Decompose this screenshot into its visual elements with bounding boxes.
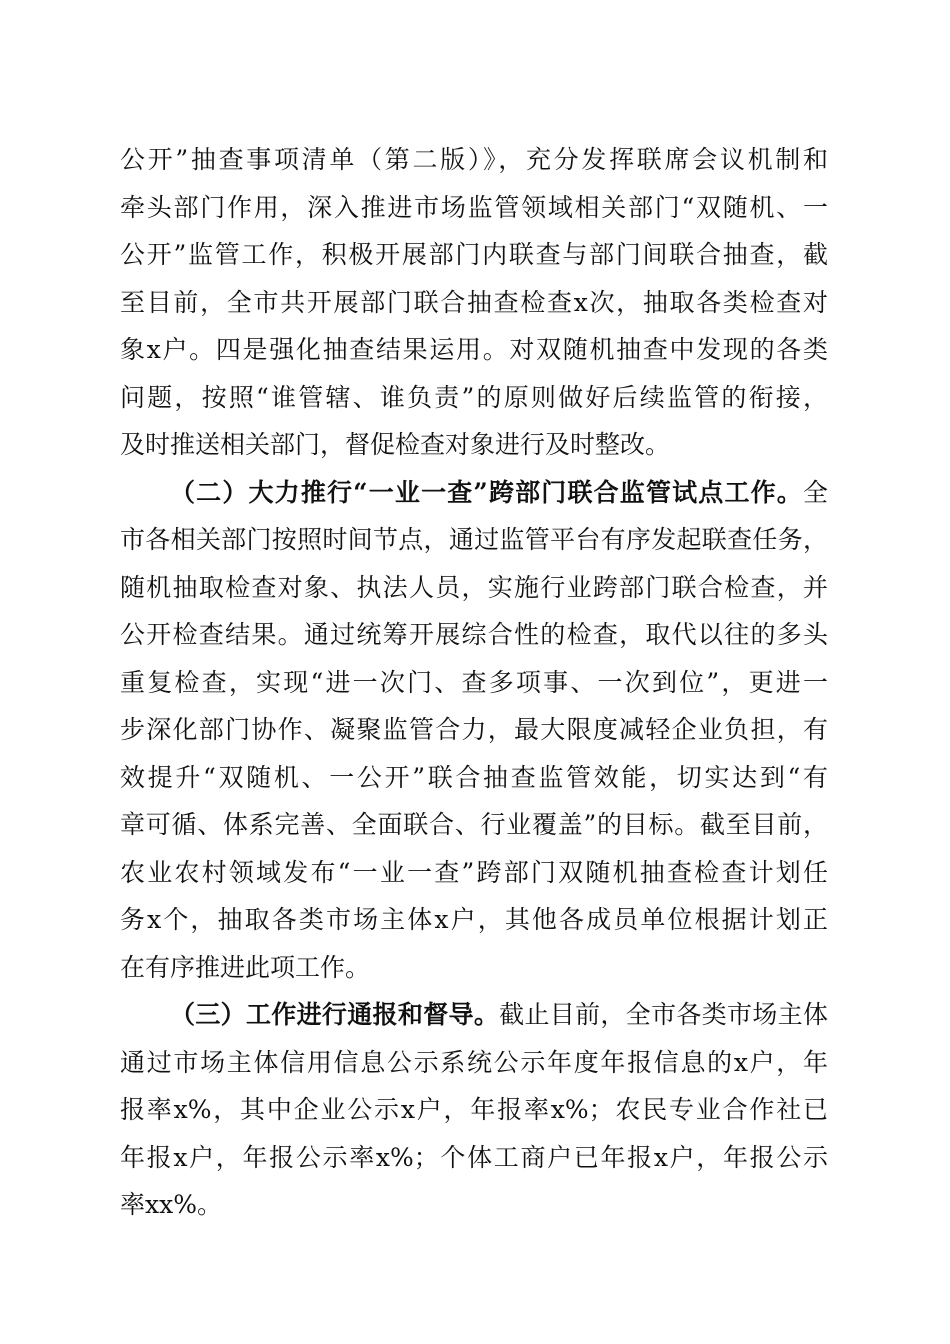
section-2-paragraph [120,469,828,992]
text-line: 及时推送相关部门，督促检查对象进行及时整改。 [120,430,671,459]
document-page [120,136,828,1229]
text-line: 重复检查，实现“进一次门、查多项事、一次到位”，更进一 [120,667,828,697]
text-line: 问题，按照“谁管辖、谁负责”的原则做好后续监管的衔接， [120,382,828,412]
section-2-heading: （二）大力推行“一业一查”跨部门联合监管试点工作。 [170,477,803,507]
section-3-heading: （三）工作进行通报和督导。 [170,1000,500,1029]
text-line: 公开”抽查事项清单（第二版）》，充分发挥联席会议机制和 [120,145,828,174]
text-line: 象x户。四是强化抽查结果运用。对双随机抽查中发现的各类 [120,335,828,364]
text-line: 务x个，抽取各类市场主体x户，其他各成员单位根据计划正 [120,905,828,934]
section-3-first-line [120,991,828,1039]
paragraph-continuation [120,136,828,469]
text-line: 章可循、体系完善、全面联合、行业覆盖”的目标。截至目前， [120,810,828,839]
section-3-first-line-rest: 截止目前，全市各类市场主体 [499,1000,828,1029]
text-line: 在有序推进此项工作。 [120,952,371,982]
text-line: 农业农村领域发布“一业一查”跨部门双随机抽查检查计划任 [120,857,828,887]
text-line: 牵头部门作用，深入推进市场监管领域相关部门“双随机、一 [120,192,828,222]
section-2-first-line [120,469,828,517]
text-line: 步深化部门协作、凝聚监管合力，最大限度减轻企业负担，有 [120,715,828,744]
section-2-first-line-rest: 全 [802,477,828,507]
text-line: 报率x%，其中企业公示x户，年报率x%；农民专业合作社已 [120,1095,828,1124]
text-line: 效提升“双随机、一公开”联合抽查监管效能，切实达到“有 [120,762,828,792]
text-line: 公开”监管工作，积极开展部门内联查与部门间联合抽查，截 [120,240,828,269]
text-line: 随机抽取检查对象、执法人员，实施行业跨部门联合检查，并 [120,572,828,602]
section-3-paragraph [120,991,828,1229]
text-line: 市各相关部门按照时间节点，通过监管平台有序发起联查任务， [120,525,828,554]
text-line: 公开检查结果。通过统筹开展综合性的检查，取代以往的多头 [120,620,828,649]
text-line: 年报x户，年报公示率x%；个体工商户已年报x户，年报公示 [120,1142,828,1172]
text-line: 至目前，全市共开展部门联合抽查检查x次，抽取各类检查对 [120,287,828,317]
text-line: 率xx%。 [120,1190,222,1219]
text-line: 通过市场主体信用信息公示系统公示年度年报信息的x户，年 [120,1047,828,1077]
